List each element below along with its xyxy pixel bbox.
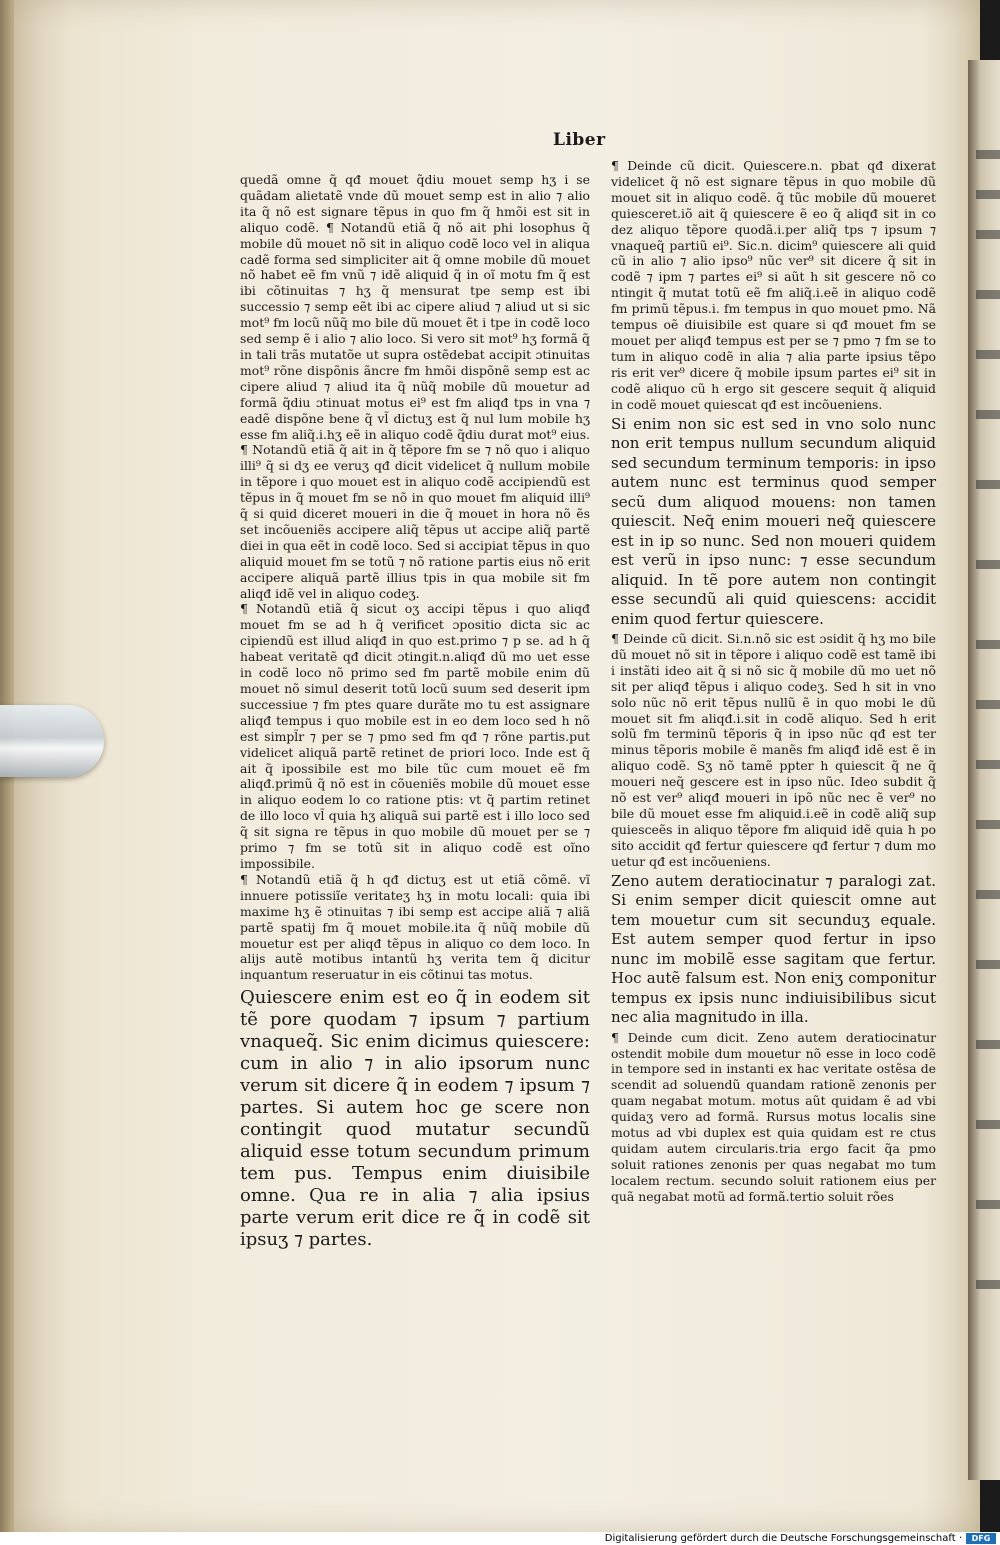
funding-notice: Digitalisierung gefördert durch die Deutsche Forschungsgemeinschaft · bbox=[604, 1533, 962, 1544]
paragraph: ¶ Deinde cũ dicit. Si.n.nõ sic est ɔsidit q̃ hʒ mo bile dũ mouet nõ sit in tẽpore i aliquo codẽ est tamẽ ibi i instãti ideo ait q̃ si nõ sic q̃ mobile dũ mo uet nõ sit per aliqđ tẽpus i aliquo codeʒ. Sed h sit in vno solo nũc nõ erit tẽpus nullũ ẽ in quo mobi le dũ mouet sit fm aliqđ.i.sit in codẽ aliquo. Sed h erit solũ fm terminũ tẽporis q̃ in ipso nũc qđ est ter minus tẽporis mobile ẽ manẽs fm aliqđ idẽ est ẽ in aliquo codẽ. Sʒ nõ tamẽ ppter h quiescit q̃ ne q̃ moueri neq̃ gescere est in ipso nũc. Ideo subdit q̃ nõ est ver⁹ aliqđ moueri in ipõ nũc nec ẽ ver⁹ no bile dũ mouet esse fm aliquid.i.eẽ in codẽ aliq̃ sup quiesceẽs in aliquo tẽpore fm aliquid idẽ quia h po sito accidit qđ fertur quiescere qđ fertur ⁊ dum mo uetur qđ est incõueniens. bbox=[611, 631, 936, 869]
paragraph: ¶ Notandũ etiã q̃ sicut oʒ accipi tẽpus i quo aliqđ mouet fm se ad h q̃ verificet ɔpositio dicta sic ac cipiendũ est illud aliqđ in quo est.primo ⁊ p se. ad h q̃ habeat veritatẽ qđ dicit ɔtingit.n.aliqđ dũ mo uet esse in codẽ loco nõ primo sed fm partẽ mobile enim dũ mouet nõ simul deserit totũ locũ suum sed deserit ipm successiue ⁊ fm ptes quare durãte mo tu est assignare aliqđ tempus i quo mobile est in eo dem loco sed h nõ est simpl̃r ⁊ per se ⁊ pmo sed fm qđ ⁊ rõne partis.put videlicet aliquã partẽ retinet de priori loco. Inde est q̃ ait q̃ ipossibile est mo bile tũc cum mouet eẽ fm aliqđ.primũ q̃ nõ est in cõueniẽs mobile dũ mouet esse in aliquo eodem lo co ratione ptis: vt q̃ partim retinet de illo loco vl̃ quia hʒ aliquã sui partẽ est i illo loco sed q̃ sit signa re tẽpus in quo mobile dũ mouet per se ⁊ primo ⁊ fm se totũ sit in aliquo codẽ est oĩno impossibile. bbox=[240, 601, 590, 871]
paragraph: ¶ Deinde cum dicit. Zeno autem deratiocinatur ostendit mobile dum mouetur nõ esse in loco codẽ in tempore sed in instanti ex hac veritate ostẽsa de scendit ad soluendũ quandam rationẽ zenonis per quam negabat motum. motus aũt quidam ẽ ad vbi quidaʒ vero ad formã. Rursus motus localis sine motus ad vbi duplex est quia quidam est re ctus quidam autem circularis.tria ergo facit q̃a pmo soluit rationes zenonis per quas negabat mo tum localem rectum. secundo soluit rationem eius per quã negabat motũ ad formã.tertio soluit rões bbox=[611, 1029, 936, 1204]
left-column bbox=[240, 172, 590, 1251]
next-page-edge bbox=[968, 60, 1000, 1480]
dfg-logo: DFG bbox=[966, 1533, 996, 1544]
text-passage: Si enim non sic est sed in vno solo nunc non erit tempus nullum secundum aliquid sed secundum terminum temporis: in ipso autem nunc est terminus quod semper secũ dum aliquod mouens: non tamen quiescit. Neq̃ enim moueri neq̃ quiescere est in ip so nunc. Sed non moueri quidem est verũ in ipso nunc: ⁊ esse secundum aliquid. In tẽ pore autem non contingit esse secundũ ali quid quiescens: accidit enim quod fertur quiescere. bbox=[611, 414, 936, 628]
text-passage: Zeno autem deratiocinatur ⁊ paralogi zat. Si enim semper dicit quiescit omne aut tem mouetur cum sit secunduʒ equale. Est autem semper quod fertur in ipso nunc im mobilẽ esse sagitam que fertur. Hoc autẽ falsum est. Non eniʒ componitur tempus ex ipsis nunc indiuisibilibus sicut nec alia magnitudo in illa. bbox=[611, 871, 936, 1027]
footer-bar bbox=[0, 1532, 1000, 1545]
paragraph: ¶ Notandũ etiã q̃ h qđ dictuʒ est ut etiã cõmẽ. vĩ innuere potissiĩe veritateʒ hʒ in motu locali: quia ibi maxime hʒ ẽ ɔtinuitas ⁊ ibi semp est accipe aliã ⁊ aliã partẽ spatij fm q̃ mouet mobile.ita q̃ nũq̃ mobile dũ mouetur est per aliqđ tẽpus in aliquo co dem loco. In alijs autẽ motibus intantũ hʒ verita tem q̃ dicitur inquantum reseruatur in eis cõtinui tas motus. bbox=[240, 871, 590, 983]
text-passage: Quiescere enim est eo q̃ in eodem sit tẽ pore quodam ⁊ ipsum ⁊ partium vnaqueq̃. Sic enim dicimus quiescere: cum in alio ⁊ in alio ipsorum nunc verum sit dicere q̃ in eodem ⁊ ipsum ⁊ partes. Si autem hoc ge scere non contingit quod mutatur secundũ aliquid esse totum secundum primum tem pus. Tempus enim diuisibile omne. Qua re in alia ⁊ alia ipsius parte verum erit dice re q̃ in codẽ sit ipsuʒ ⁊ partes. bbox=[240, 987, 590, 1251]
running-header: Liber bbox=[553, 130, 606, 150]
paragraph: quedã omne q̃ qđ mouet q̃diu mouet semp hʒ i se quãdam alietatẽ vnde dũ mouet semp est in alio ⁊ alio ita q̃ nõ est signare tẽpus in quo fm q̃ hmõi est sit in aliquo codẽ. ¶ Notandũ etiã q̃ nõ ait phi losophus q̃ mobile dũ mouet nõ sit in aliquo codẽ loco vel in aliqua cadẽ forma sed simpliciter ait q̃ omne mobile dũ mouet nõ habet eẽ fm vnũ ⁊ idẽ aliquid q̃ in oĩ motu fm q̃ est ibi cõtinuitas ⁊ hʒ q̃ mensurat tpe semp est ibi successio ⁊ semp eẽt ibi ac cipere aliud ⁊ aliud ut si sic mot⁹ fm locũ nũq̃ mo bile dũ mouet ẽt i tpe in codẽ loco sed semp ẽ i alio ⁊ alio loco. Si vero sit mot⁹ hʒ formã q̃ in tali trãs mutatõe ut supra ostẽdebat accipit ɔtinuitas mot⁹ rõne dispõnis ãncre fm hmõi dispõnẽ semp est ac cipere aliud ⁊ aliud ita q̃ nũq̃ mobile dũ mouetur ad formã q̃diu ɔtinuat motus ei⁹ est fm aliqđ tps in vna ⁊ eadẽ dispõne bene q̃ vl̃ dictuʒ est q̃ nul lum mobile hʒ esse fm aliq̃.i.hʒ eẽ in aliquo codẽ q̃diu durat mot⁹ eius. ¶ Notandũ etiã q̃ ait in q̃ tẽpore fm se ⁊ nõ quo i aliquo illi⁹ q̃ si dʒ ee veruʒ qđ dicit videlicet q̃ nullum mobile in tẽpore i quo mouet est in aliquo codẽ accipiendũ est tẽpus in q̃ mouet fm se nõ in quo mouet fm aliquid illi⁹ q̃ si quid diceret moueri in die q̃ mouet in hora nõ ẽs set incõueniẽs accipere aliq̃ tẽpus ut accipe aliq̃ partẽ diei in qua eẽt in codẽ loco. Sed si accipiat tẽpus in quo aliquid mouet fm se totũ ⁊ nõ ratione partis eius nõ erit accipere aliquã partẽ illius tpis in qua mobile sit fm aliqđ idẽ vel in aliquo codeʒ. bbox=[240, 172, 590, 601]
paragraph: ¶ Deinde cũ dicit. Quiescere.n. pbat qđ dixerat videlicet q̃ nõ est signare tẽpus in quo mobile dũ mouet sit in aliquo codẽ. q̃ tũc mobile dũ moueret quiesceret.iõ ait q̃ quiescere ẽ eo q̃ aliqđ sit in co dez aliquo tẽpore quodã.i.per aliq̃ tps ⁊ ipsum ⁊ vnaqueq̃ partiũ ei⁹. Sic.n. dicim⁹ quiescere ali quid cũ in alio ⁊ alio ipso⁹ nũc ver⁹ sit dicere q̃ sit in codẽ ⁊ ipm ⁊ partes ei⁹ si aũt h sit gescere nõ co ntingit q̃ mutat totũ eẽ fm aliq̃.i.eẽ in aliquo codẽ fm primũ tẽpus.i. fm tempus in quo mouet pmo. Nã tempus oẽ diuisibile est quare si qđ mouet fm se mouet per aliqđ tempus est per se ⁊ pmo ⁊ fm se to tum in aliquo codẽ in alia ⁊ alia parte ipsius tẽpo ris erit ver⁹ dicere q̃ mobile ipsum partes ei⁹ sit in codẽ aliquo cũ h ergo sit gescere sequit q̃ aliquid in codẽ mouet quiescat qđ est incõueniens. bbox=[611, 158, 936, 412]
page-clip bbox=[0, 705, 104, 777]
right-column bbox=[611, 158, 936, 1205]
